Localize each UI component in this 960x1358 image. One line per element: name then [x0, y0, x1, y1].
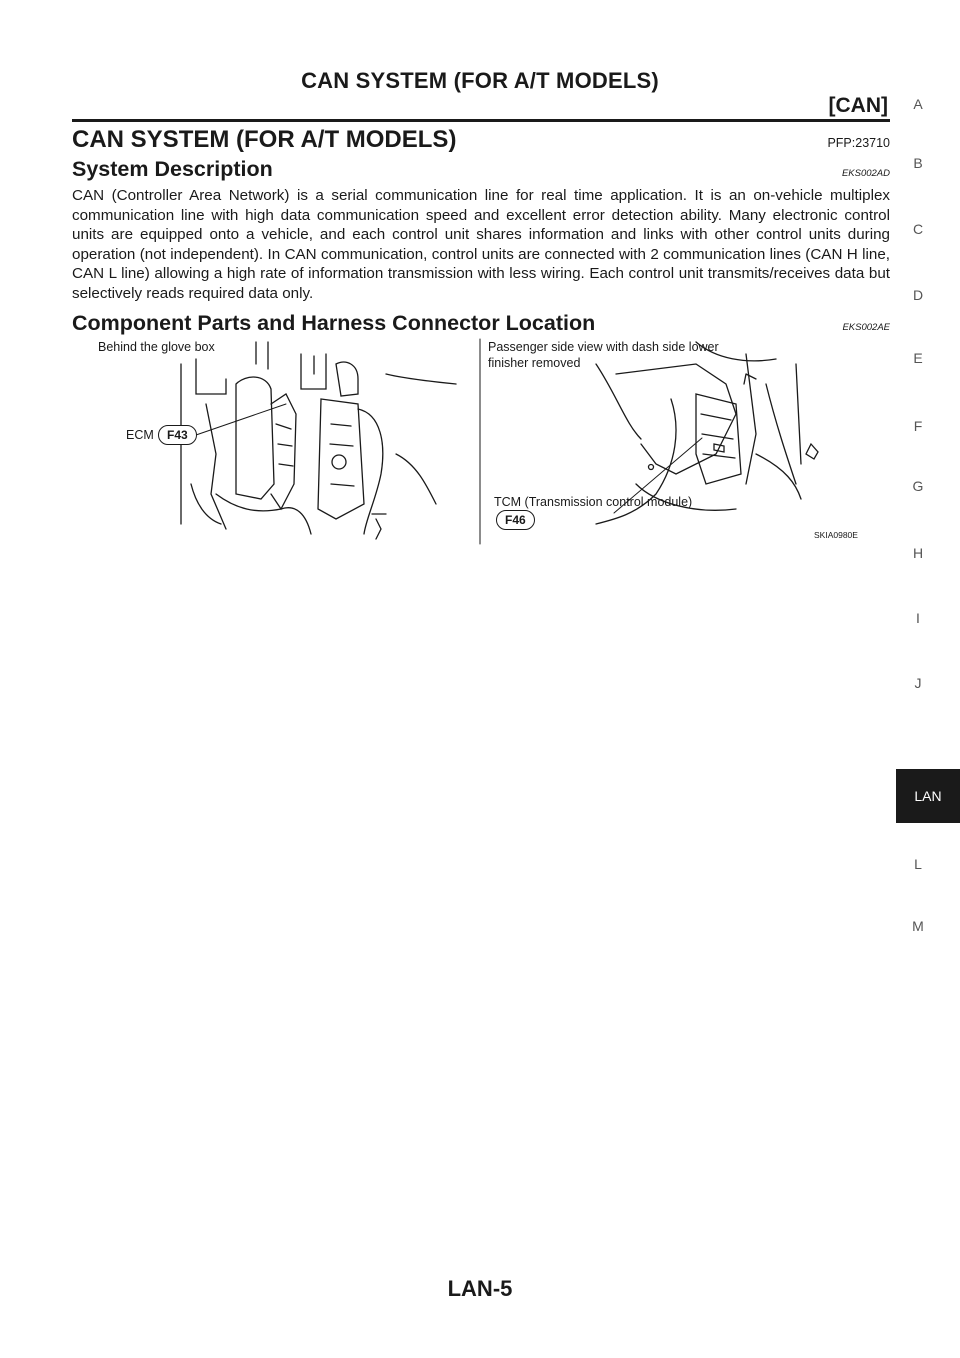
running-title: CAN SYSTEM (FOR A/T MODELS) [301, 68, 659, 93]
side-index-letter-f: F [913, 418, 923, 434]
system-description-title: System Description [72, 157, 273, 181]
side-index-letter-m: M [912, 918, 924, 934]
component-location-illustration [96, 334, 866, 546]
ecm-label: ECM [126, 428, 154, 442]
main-heading-code: PFP:23710 [827, 136, 890, 150]
side-index-letter-d: D [912, 287, 924, 303]
side-index-active-tab: LAN [896, 769, 960, 823]
system-description-heading [72, 157, 890, 182]
main-heading-title: CAN SYSTEM (FOR A/T MODELS) [72, 126, 457, 153]
side-index-letter-c: C [912, 221, 924, 237]
side-index-letter-i: I [916, 610, 920, 626]
page-number: LAN-5 [447, 1276, 513, 1301]
tcm-connector-badge: F46 [496, 510, 535, 530]
side-index-letter-l: L [914, 856, 922, 872]
ecm-connector-badge: F43 [158, 425, 197, 445]
component-parts-title: Component Parts and Harness Connector Location [72, 311, 596, 335]
main-heading [72, 126, 890, 154]
side-index-letter-a: A [913, 96, 923, 112]
component-location-figure [96, 334, 866, 546]
side-index-letter-g: G [912, 478, 924, 494]
header-rule [72, 119, 890, 122]
component-parts-heading [72, 311, 890, 336]
side-index-letter-j: J [914, 675, 922, 691]
system-description-paragraph: CAN (Controller Area Network) is a serial communication line for real time application. It is an on-vehicle multiplex communication line with high data communication speed and excellent error detection ability. Many electronic control units are equipped onto a vehicle, and each control unit shares information and links with other control units during operation (not independent). In CAN communication, control units are connected with 2 communication lines (CAN H line, CAN L line) allowing a high rate of information transmission with less wiring. Each control unit transmits/receives data but selectively reads required data only. [72, 187, 890, 302]
left-figure-caption: Behind the glove box [98, 340, 215, 354]
side-index-letter-b: B [913, 155, 923, 171]
tcm-label: TCM (Transmission control module) [494, 495, 693, 509]
side-index [896, 0, 960, 1358]
figure-id: SKIA0980E [814, 530, 858, 540]
side-index-letter-h: H [912, 545, 924, 561]
system-description-code: EKS002AD [841, 168, 890, 179]
component-parts-code: EKS002AE [842, 322, 890, 333]
right-figure-caption-line1: Passenger side view with dash side lower [488, 340, 719, 354]
right-figure-caption-line2: finisher removed [488, 356, 581, 370]
section-tag: [CAN] [828, 94, 888, 117]
side-index-letter-e: E [913, 350, 923, 366]
